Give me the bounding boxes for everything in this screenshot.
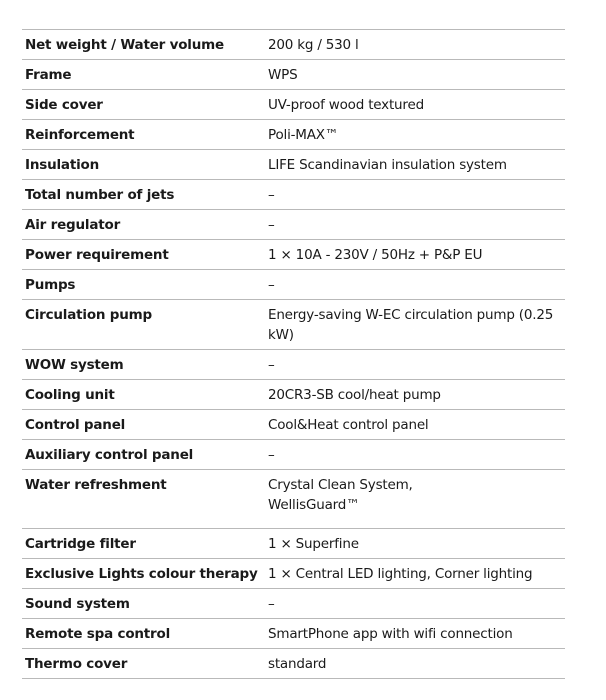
spec-label: Power requirement: [22, 240, 268, 270]
spec-value-line-2: WellisGuard™: [268, 497, 360, 513]
spec-row-cooling-unit: [22, 380, 565, 410]
spec-row-pumps: [22, 270, 565, 300]
spec-value: 1 × Central LED lighting, Corner lighting: [268, 559, 565, 589]
spec-value: –: [268, 180, 565, 210]
spec-value: Energy-saving W-EC circulation pump (0.25 kW): [268, 300, 565, 350]
spec-row-cartridge-filter: [22, 529, 565, 559]
spec-label: Circulation pump: [22, 300, 268, 350]
spec-label: Side cover: [22, 90, 268, 120]
spec-label: Insulation: [22, 150, 268, 180]
spec-value: –: [268, 440, 565, 470]
spec-label: WOW system: [22, 350, 268, 380]
spec-row-water-refreshment: [22, 470, 565, 529]
spec-row-power-requirement: [22, 240, 565, 270]
spec-label: Thermo cover: [22, 649, 268, 679]
spec-label: Water refreshment: [22, 470, 268, 529]
spec-row-lights-colour-therapy: [22, 559, 565, 589]
spec-row-wow-system: [22, 350, 565, 380]
spec-value: LIFE Scandinavian insulation system: [268, 150, 565, 180]
spec-label: Cooling unit: [22, 380, 268, 410]
spec-value: [268, 470, 565, 529]
spec-value: –: [268, 270, 565, 300]
spec-row-insulation: [22, 150, 565, 180]
spec-row-air-regulator: [22, 210, 565, 240]
spec-value: standard: [268, 649, 565, 679]
spec-value: 1 × 10A - 230V / 50Hz + P&P EU: [268, 240, 565, 270]
spec-label: Remote spa control: [22, 619, 268, 649]
spec-row-side-cover: [22, 90, 565, 120]
spec-row-net-weight: [22, 30, 565, 60]
spec-table: [22, 29, 565, 679]
spec-row-total-jets: [22, 180, 565, 210]
spec-value: UV-proof wood textured: [268, 90, 565, 120]
spec-row-circulation-pump: [22, 300, 565, 350]
spec-row-frame: [22, 60, 565, 90]
spec-label: Auxiliary control panel: [22, 440, 268, 470]
spec-value: –: [268, 210, 565, 240]
spec-label: Exclusive Lights colour therapy: [22, 559, 268, 589]
spec-label: Reinforcement: [22, 120, 268, 150]
spec-label: Sound system: [22, 589, 268, 619]
spec-value: 200 kg / 530 l: [268, 30, 565, 60]
spec-row-control-panel: [22, 410, 565, 440]
spec-label: Total number of jets: [22, 180, 268, 210]
spec-row-sound-system: [22, 589, 565, 619]
spec-value: 1 × Superfine: [268, 529, 565, 559]
spec-value: 20CR3-SB cool/heat pump: [268, 380, 565, 410]
spec-label: Cartridge filter: [22, 529, 268, 559]
spec-row-reinforcement: [22, 120, 565, 150]
spec-value: WPS: [268, 60, 565, 90]
spec-label: Air regulator: [22, 210, 268, 240]
spec-row-auxiliary-control-panel: [22, 440, 565, 470]
spec-value: Cool&Heat control panel: [268, 410, 565, 440]
spec-label: Frame: [22, 60, 268, 90]
spec-row-thermo-cover: [22, 649, 565, 679]
spec-label: Control panel: [22, 410, 268, 440]
spec-value: –: [268, 350, 565, 380]
spec-value-line-1: Crystal Clean System,: [268, 477, 413, 493]
spec-label: Pumps: [22, 270, 268, 300]
spec-row-remote-spa-control: [22, 619, 565, 649]
spec-value: –: [268, 589, 565, 619]
spec-label: Net weight / Water volume: [22, 30, 268, 60]
spec-value: SmartPhone app with wifi connection: [268, 619, 565, 649]
spec-value: Poli-MAX™: [268, 120, 565, 150]
